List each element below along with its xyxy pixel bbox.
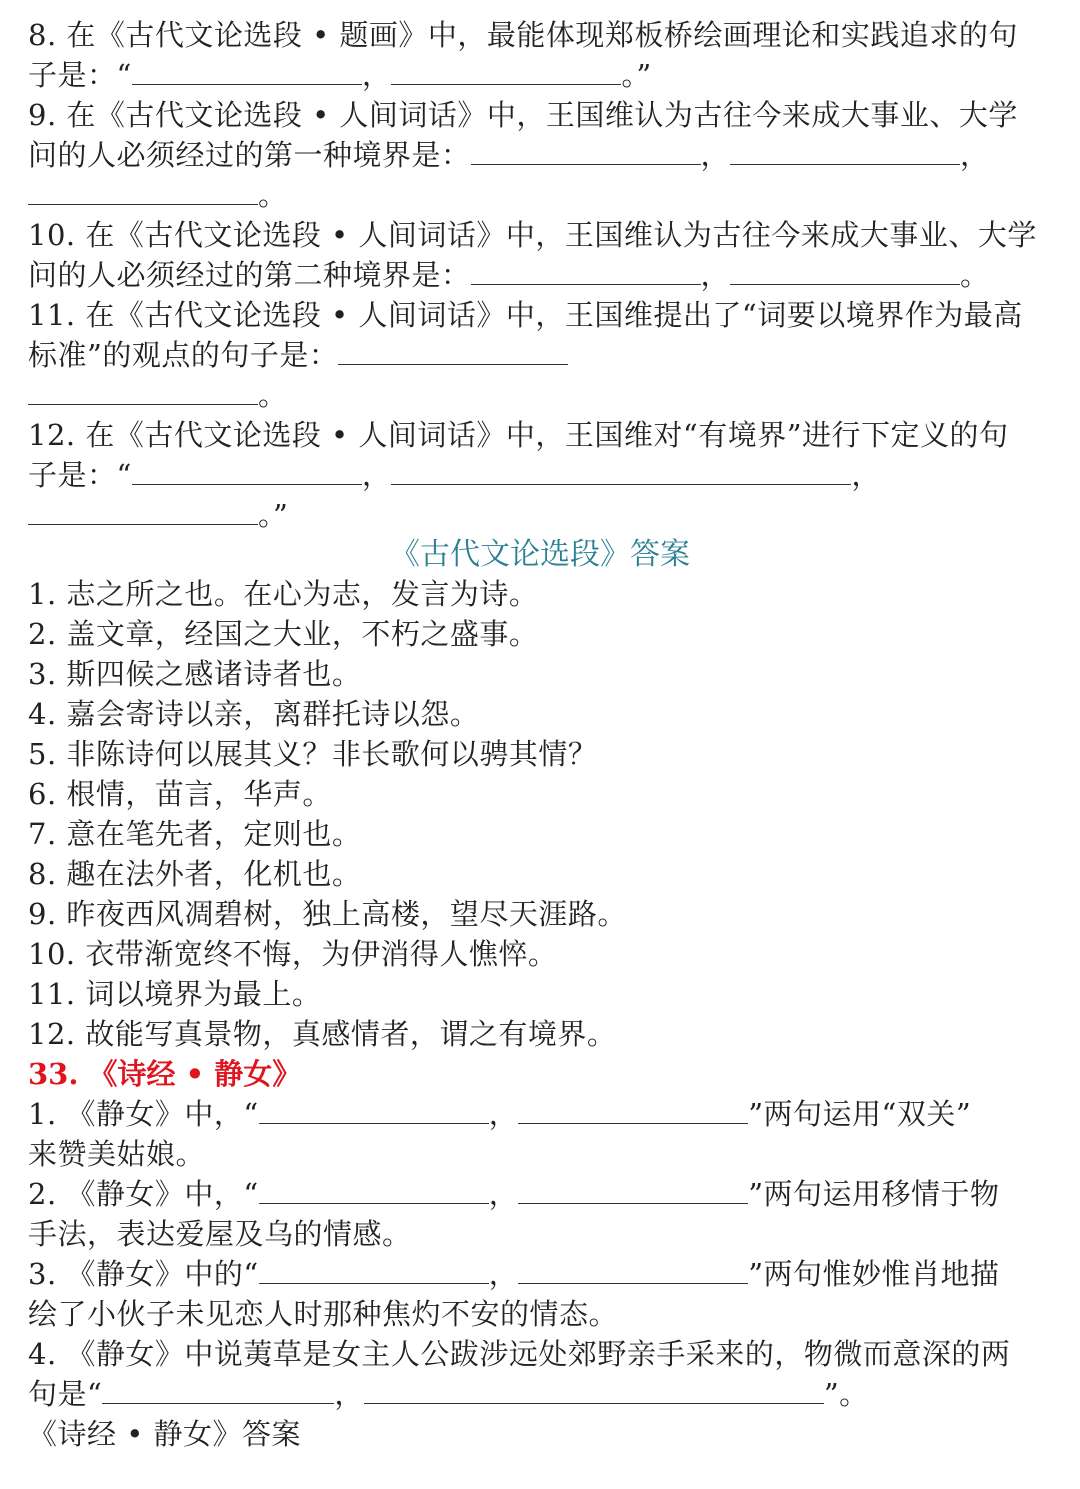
- question-prefix: 句是“: [28, 1377, 103, 1411]
- answer-blank[interactable]: [391, 60, 621, 85]
- answer-6: 6. 根情，苗言，华声。: [28, 777, 332, 811]
- question-prefix: 1. 《静女》中，“: [28, 1097, 259, 1131]
- answers-heading: 《古代文论选段》答案: [390, 537, 690, 572]
- answer-blank[interactable]: [518, 1179, 748, 1204]
- question-9-prefix: 问的人必须经过的第一种境界是：: [28, 138, 471, 172]
- section-33-question-4-line-1: 4. 《静女》中说荑草是女主人公跋涉远处郊野亲手采来的，物微而意深的两: [28, 1337, 1011, 1371]
- section-33-question-3-line-1: [28, 1254, 1000, 1294]
- question-11-prefix: 标准”的观点的句子是：: [28, 338, 339, 372]
- closing: 。: [258, 178, 288, 212]
- question-suffix: ”两句惟妙惟肖地描: [748, 1257, 1000, 1291]
- answer-blank[interactable]: [132, 460, 362, 485]
- question-8-line-2: [28, 55, 652, 95]
- question-12-prefix: 子是：“: [28, 458, 132, 492]
- answer-blank[interactable]: [28, 500, 258, 525]
- separator: ，: [488, 1177, 519, 1211]
- answer-8: 8. 趣在法外者，化机也。: [28, 857, 362, 891]
- answer-blank[interactable]: [28, 180, 258, 205]
- answer-10: 10. 衣带渐宽终不悔，为伊消得人憔悴。: [28, 937, 558, 971]
- question-11-line-3: [28, 375, 288, 415]
- separator: ，: [700, 138, 731, 172]
- answer-blank[interactable]: [471, 140, 701, 165]
- question-10-prefix: 问的人必须经过的第二种境界是：: [28, 258, 471, 292]
- answer-3: 3. 斯四候之感诸诗者也。: [28, 657, 362, 691]
- section-33-question-3-line-2: 绘了小伙子未见恋人时那种焦灼不安的情态。: [28, 1297, 619, 1331]
- answer-7: 7. 意在笔先者，定则也。: [28, 817, 362, 851]
- closing: 。”: [621, 58, 652, 92]
- separator: ，: [361, 58, 392, 92]
- section-33-answers-heading: 《诗经 • 静女》答案: [28, 1417, 302, 1451]
- section-33-heading: 33. 《诗经 • 静女》: [28, 1057, 302, 1091]
- closing: 。: [258, 378, 288, 412]
- answer-blank[interactable]: [518, 1259, 748, 1284]
- question-10-line-2: [28, 255, 990, 295]
- answer-blank[interactable]: [338, 340, 568, 365]
- question-9-line-1: 9. 在《古代文论选段 • 人间词话》中，王国维认为古往今来成大事业、大学: [28, 98, 1018, 132]
- question-9-line-3: [28, 175, 288, 215]
- separator: ，: [488, 1097, 519, 1131]
- answer-blank[interactable]: [518, 1099, 748, 1124]
- answer-11: 11. 词以境界为最上。: [28, 977, 322, 1011]
- answer-1: 1. 志之所之也。在心为志，发言为诗。: [28, 577, 539, 611]
- question-12-line-2: [28, 455, 881, 495]
- separator: ，: [960, 138, 990, 172]
- question-suffix: ”两句运用“双关”: [748, 1097, 972, 1131]
- question-prefix: 2. 《静女》中，“: [28, 1177, 259, 1211]
- separator: ，: [488, 1257, 519, 1291]
- answer-blank[interactable]: [471, 260, 701, 285]
- question-suffix: ”两句运用移情于物: [748, 1177, 1000, 1211]
- separator: ，: [334, 1377, 364, 1411]
- question-12-line-1: 12. 在《古代文论选段 • 人间词话》中，王国维对“有境界”进行下定义的句: [28, 418, 1009, 452]
- answer-blank[interactable]: [730, 260, 960, 285]
- question-8-line-1: 8. 在《古代文论选段 • 题画》中，最能体现郑板桥绘画理论和实践追求的句: [28, 18, 1018, 52]
- separator: ，: [851, 458, 881, 492]
- answer-blank[interactable]: [259, 1259, 489, 1284]
- question-9-line-2: [28, 135, 990, 175]
- question-11-line-2: [28, 335, 568, 375]
- question-8-prefix: 子是：“: [28, 58, 132, 92]
- closing: ”。: [823, 1377, 869, 1411]
- separator: ，: [361, 458, 392, 492]
- answer-4: 4. 嘉会寄诗以亲，离群托诗以怨。: [28, 697, 480, 731]
- question-12-line-3: [28, 495, 288, 535]
- separator: ，: [700, 258, 731, 292]
- answer-blank[interactable]: [132, 60, 362, 85]
- answer-5: 5. 非陈诗何以展其义？非长歌何以骋其情？: [28, 737, 598, 771]
- question-10-line-1: 10. 在《古代文论选段 • 人间词话》中，王国维认为古往今来成大事业、大学: [28, 218, 1037, 252]
- question-prefix: 3. 《静女》中的“: [28, 1257, 259, 1291]
- section-33-question-2-line-2: 手法，表达爱屋及乌的情感。: [28, 1217, 412, 1251]
- answer-2: 2. 盖文章，经国之大业，不朽之盛事。: [28, 617, 539, 651]
- answer-blank[interactable]: [391, 460, 851, 485]
- question-11-line-1: 11. 在《古代文论选段 • 人间词话》中，王国维提出了“词要以境界作为最高: [28, 298, 1023, 332]
- closing: 。: [960, 258, 990, 292]
- closing: 。”: [258, 498, 289, 532]
- answer-blank[interactable]: [259, 1099, 489, 1124]
- answer-blank[interactable]: [102, 1379, 334, 1404]
- section-33-question-4-line-2: [28, 1374, 869, 1414]
- answer-9: 9. 昨夜西风凋碧树，独上高楼，望尽天涯路。: [28, 897, 627, 931]
- answer-12: 12. 故能写真景物，真感情者，谓之有境界。: [28, 1017, 617, 1051]
- section-33-question-2-line-1: [28, 1174, 1000, 1214]
- section-33-question-1-line-1: [28, 1094, 971, 1134]
- answer-blank[interactable]: [364, 1379, 824, 1404]
- answer-blank[interactable]: [28, 380, 258, 405]
- answer-blank[interactable]: [730, 140, 960, 165]
- answer-blank[interactable]: [259, 1179, 489, 1204]
- section-33-question-1-line-2: 来赞美姑娘。: [28, 1137, 206, 1171]
